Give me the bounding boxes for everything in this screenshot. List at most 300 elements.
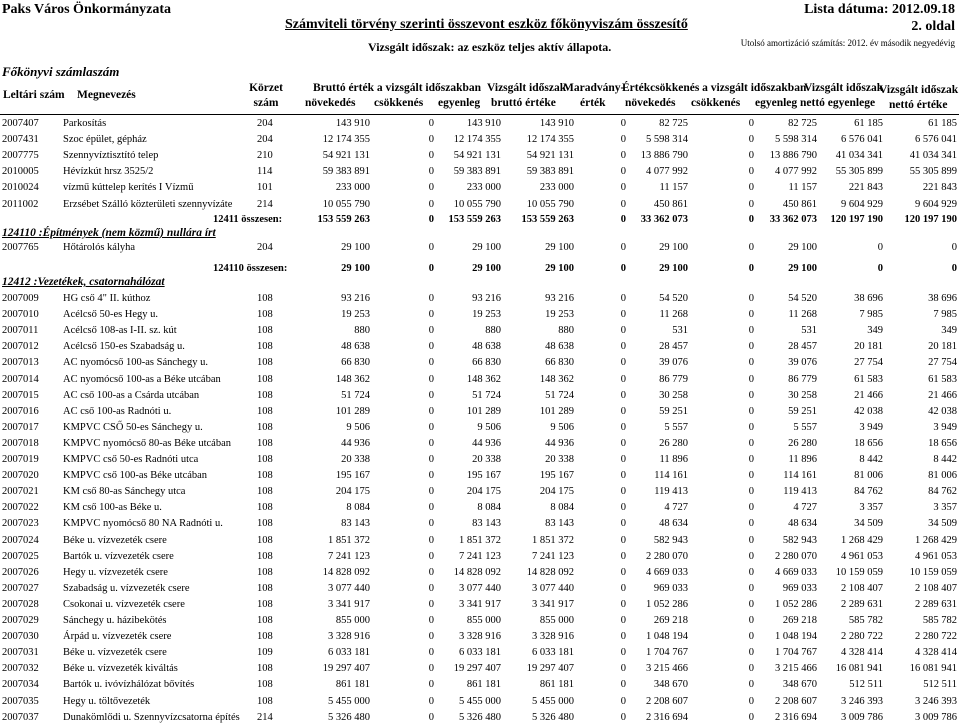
cell-gross-period: 6 033 181 [532,647,574,659]
cell-gross-period: 59 383 891 [526,166,574,178]
cell-gross-dec: 0 [428,293,434,304]
cell-korzet: 108 [257,679,273,691]
cell-korzet: 108 [257,598,273,610]
cell-net-val: 512 511 [923,679,957,691]
header-rule [0,114,959,115]
cell-net-bal: 2 108 407 [841,582,883,594]
cell-ledger-number: 2007011 [2,325,39,337]
table-row [0,148,959,164]
cell-residual: 0 [620,518,626,530]
col-ledger: Leltári szám [3,89,65,101]
cell-depr-bal: 59 251 [788,405,817,417]
group-title-12412: 12412 :Vezetékek, csatornahálózat [2,276,165,288]
table-row [0,355,959,371]
cell-residual: 0 [620,134,626,146]
total-depr-dec: 0 [748,263,754,274]
cell-asset-name: Acélcső 50-es Hegy u. [63,309,159,321]
cell-depr-bal: 48 634 [788,518,817,530]
cell-residual: 0 [620,389,626,401]
cell-net-bal: 3 246 393 [841,695,883,707]
cell-net-bal: 3 949 [859,421,883,433]
cell-gross-dec: 0 [428,198,434,210]
cell-asset-name: KMPVC nyomócső 80 NA Radnóti u. [63,518,223,530]
cell-gross-inc: 143 910 [335,118,370,129]
cell-net-bal: 10 159 059 [835,566,883,578]
cell-residual: 0 [620,615,626,626]
cell-net-bal: 4 328 414 [841,647,883,659]
cell-gross-inc: 59 383 891 [322,166,370,178]
cell-gross-inc: 880 [354,325,370,337]
cell-gross-inc: 93 216 [341,293,370,304]
cell-gross-dec: 0 [428,502,434,514]
cell-net-val: 4 961 053 [915,550,957,562]
cell-net-bal: 84 762 [854,486,883,498]
total-gross-dec: 0 [428,214,434,225]
cell-gross-dec: 0 [428,437,434,449]
report-title: Számviteli törvény szerinti összevont eszköz főkönyviszám összesítő [285,17,688,32]
cell-korzet: 108 [257,309,273,321]
cell-ledger-number: 2007035 [2,695,39,707]
cell-net-bal: 221 843 [848,182,883,194]
cell-depr-inc: 348 670 [653,679,688,691]
cell-asset-name: Hévízkút hrsz 3525/2 [63,166,154,178]
cell-gross-dec: 0 [428,373,434,385]
cell-gross-period: 101 289 [539,405,574,417]
cell-depr-inc: 5 598 314 [646,134,688,146]
cell-gross-bal: 93 216 [472,293,501,304]
cell-net-val: 18 656 [928,437,957,449]
cell-net-bal: 2 289 631 [841,598,883,610]
cell-asset-name: Acélcső 108-as I-II. sz. kút [63,325,177,337]
cell-residual: 0 [620,502,626,514]
cell-depr-bal: 348 670 [782,679,817,691]
cell-ledger-number: 2007026 [2,566,39,578]
cell-depr-inc: 11 157 [659,182,688,194]
total-label: 12411 összesen: [213,214,283,225]
cell-asset-name: Szabadság u. vízvezeték csere [63,582,190,594]
cell-net-val: 84 762 [928,486,957,498]
cell-asset-name: Béke u. vízvezeték csere [63,534,167,546]
cell-ledger-number: 2007016 [2,405,39,417]
table-row [0,645,959,661]
cell-gross-bal: 5 455 000 [459,695,501,707]
cell-gross-inc: 3 077 440 [328,582,370,594]
cell-gross-bal: 3 077 440 [459,582,501,594]
cell-net-val: 61 583 [928,373,957,385]
cell-depr-bal: 11 157 [788,182,817,194]
cell-korzet: 204 [257,242,273,253]
cell-gross-bal: 6 033 181 [459,647,501,659]
cell-gross-dec: 0 [428,389,434,401]
cell-korzet: 108 [257,582,273,594]
cell-net-val: 7 985 [933,309,957,321]
cell-net-bal: 20 181 [854,341,883,353]
cell-gross-dec: 0 [428,518,434,530]
cell-gross-period: 3 328 916 [532,631,574,643]
amortization-note: Utolsó amortizáció számítás: 2012. év második negyedévig [740,38,955,48]
cell-depr-dec: 0 [748,550,754,562]
cell-net-val: 27 754 [928,357,957,369]
cell-net-val: 4 328 414 [915,647,957,659]
cell-residual: 0 [620,166,626,178]
cell-depr-inc: 450 861 [653,198,688,210]
cell-residual: 0 [620,309,626,321]
cell-gross-dec: 0 [428,150,434,162]
cell-gross-period: 1 851 372 [532,534,574,546]
table-row [0,180,959,196]
cell-gross-dec: 0 [428,182,434,194]
cell-gross-bal: 51 724 [472,389,501,401]
cell-gross-bal: 83 143 [472,518,501,530]
cell-gross-dec: 0 [428,470,434,482]
cell-gross-bal: 14 828 092 [453,566,501,578]
cell-ledger-number: 2007025 [2,550,39,562]
cell-residual: 0 [620,293,626,304]
cell-gross-bal: 148 362 [466,373,501,385]
table-row [0,613,959,629]
cell-net-val: 20 181 [928,341,957,353]
cell-net-bal: 2 280 722 [841,631,883,643]
cell-depr-inc: 1 052 286 [646,598,688,610]
cell-net-val: 38 696 [928,293,957,304]
cell-net-bal: 1 268 429 [841,534,883,546]
table-row [0,388,959,404]
cell-net-val: 42 038 [928,405,957,417]
cell-depr-bal: 11 896 [788,454,817,465]
cell-ledger-number: 2007021 [2,486,39,498]
cell-depr-bal: 39 076 [788,357,817,369]
cell-net-bal: 21 466 [854,389,883,401]
cell-net-val: 34 509 [928,518,957,530]
cell-depr-bal: 114 161 [783,470,817,482]
total-depr-inc: 29 100 [659,263,688,274]
cell-net-bal: 349 [867,325,883,337]
cell-depr-inc: 26 280 [659,437,688,449]
cell-korzet: 108 [257,405,273,417]
cell-asset-name: KM cső 80-as Sánchegy utca [63,486,186,498]
cell-gross-inc: 51 724 [341,389,370,401]
cell-gross-bal: 29 100 [472,242,501,253]
cell-gross-dec: 0 [428,631,434,643]
cell-depr-dec: 0 [748,647,754,659]
col-name: Megnevezés [77,89,136,101]
cell-depr-dec: 0 [748,663,754,675]
cell-asset-name: Szennyvíztisztító telep [63,150,159,162]
cell-gross-period: 8 084 [550,502,574,514]
cell-residual: 0 [620,582,626,594]
cell-asset-name: Parkosítás [63,118,107,129]
cell-gross-inc: 6 033 181 [328,647,370,659]
cell-gross-bal: 204 175 [466,486,501,498]
cell-net-bal: 38 696 [854,293,883,304]
cell-gross-bal: 143 910 [466,118,501,129]
cell-gross-inc: 14 828 092 [322,566,370,578]
cell-depr-bal: 531 [801,325,817,337]
cell-gross-period: 5 455 000 [532,695,574,707]
cell-ledger-number: 2007010 [2,309,39,321]
cell-net-val: 3 246 393 [915,695,957,707]
col-dec: csökkenés [374,97,424,109]
cell-gross-inc: 54 921 131 [322,150,370,162]
cell-gross-inc: 8 084 [346,502,370,514]
cell-asset-name: Csokonai u. vízvezeték csere [63,598,185,610]
cell-asset-name: KMPVC cső 100-as Béke utcában [63,470,208,482]
total-row [0,261,959,277]
cell-gross-inc: 204 175 [335,486,370,498]
cell-depr-bal: 5 598 314 [775,134,817,146]
cell-depr-inc: 2 208 607 [646,695,688,707]
total-gross-dec: 0 [428,263,434,274]
cell-gross-dec: 0 [428,663,434,675]
cell-depr-inc: 269 218 [653,615,688,626]
cell-depr-dec: 0 [748,309,754,321]
cell-korzet: 214 [257,198,273,210]
cell-ledger-number: 2007407 [2,118,39,129]
total-gross-inc: 29 100 [341,263,370,274]
cell-residual: 0 [620,663,626,675]
cell-gross-bal: 233 000 [466,182,501,194]
cell-ledger-number: 2007037 [2,711,39,723]
cell-depr-dec: 0 [748,437,754,449]
col-bal: egyenleg [438,97,481,109]
cell-gross-bal: 19 297 407 [453,663,501,675]
table-row [0,404,959,420]
col-residual: Maradvány- [563,82,625,94]
cell-gross-dec: 0 [428,711,434,723]
cell-gross-dec: 0 [428,325,434,337]
cell-gross-bal: 19 253 [472,309,501,321]
cell-gross-period: 143 910 [539,118,574,129]
cell-asset-name: AC cső 100-as a Csárda utcában [63,389,200,401]
cell-residual: 0 [620,470,626,482]
cell-residual: 0 [620,182,626,194]
list-date: Lista dátuma: 2012.09.18 [804,2,955,17]
cell-depr-dec: 0 [748,518,754,530]
cell-asset-name: Hegy u. vízvezeték csere [63,566,168,578]
total-depr-bal: 33 362 073 [769,214,817,225]
cell-depr-dec: 0 [748,711,754,723]
cell-korzet: 108 [257,486,273,498]
cell-ledger-number: 2007027 [2,582,39,594]
cell-net-bal: 585 782 [848,615,883,626]
cell-depr-bal: 2 280 070 [775,550,817,562]
cell-net-bal: 7 985 [859,309,883,321]
cell-depr-dec: 0 [748,679,754,691]
cell-net-bal: 42 038 [854,405,883,417]
cell-depr-bal: 86 779 [788,373,817,385]
cell-residual: 0 [620,711,626,723]
cell-korzet: 109 [257,647,273,659]
cell-net-bal: 8 442 [859,454,883,465]
cell-ledger-number: 2007024 [2,534,39,546]
cell-gross-period: 10 055 790 [526,198,574,210]
cell-depr-dec: 0 [748,470,754,482]
cell-asset-name: KMPVC nyomócső 80-as Béke utcában [63,437,231,449]
cell-depr-bal: 30 258 [788,389,817,401]
cell-depr-bal: 4 669 033 [775,566,817,578]
cell-net-bal: 27 754 [854,357,883,369]
cell-gross-bal: 5 326 480 [459,711,501,723]
cell-korzet: 108 [257,518,273,530]
cell-depr-bal: 13 886 790 [769,150,817,162]
cell-gross-period: 54 921 131 [526,150,574,162]
table-row [0,468,959,484]
cell-gross-inc: 148 362 [335,373,370,385]
cell-depr-dec: 0 [748,134,754,146]
table-row [0,240,959,256]
cell-ledger-number: 2007020 [2,470,39,482]
cell-korzet: 108 [257,341,273,353]
total-net-val: 120 197 190 [904,214,957,225]
cell-residual: 0 [620,357,626,369]
cell-asset-name: Erzsébet Szálló közterületi szennyvízáte [63,198,233,210]
cell-depr-bal: 29 100 [788,242,817,253]
cell-gross-bal: 9 506 [477,421,501,433]
cell-gross-bal: 12 174 355 [453,134,501,146]
cell-ledger-number: 2007019 [2,454,39,465]
cell-korzet: 108 [257,357,273,369]
cell-depr-bal: 1 704 767 [775,647,817,659]
cell-korzet: 114 [257,166,273,178]
cell-korzet: 214 [257,711,273,723]
total-net-bal: 120 197 190 [830,214,883,225]
cell-gross-bal: 855 000 [466,615,501,626]
total-net-val: 0 [951,263,957,274]
table-row [0,677,959,693]
cell-gross-dec: 0 [428,679,434,691]
cell-depr-inc: 3 215 466 [646,663,688,675]
cell-gross-inc: 855 000 [335,615,370,626]
cell-net-val: 585 782 [922,615,957,626]
cell-depr-inc: 969 033 [653,582,688,594]
cell-depr-inc: 4 077 992 [646,166,688,178]
cell-depr-bal: 11 268 [788,309,817,321]
cell-asset-name: Hegy u. töltővezeték [63,695,151,707]
cell-depr-dec: 0 [748,566,754,578]
cell-depr-inc: 2 280 070 [646,550,688,562]
cell-depr-inc: 28 457 [659,341,688,353]
cell-gross-bal: 8 084 [477,502,501,514]
cell-depr-dec: 0 [748,198,754,210]
cell-gross-dec: 0 [428,534,434,546]
cell-gross-dec: 0 [428,615,434,626]
cell-asset-name: Dunakömlődi u. Szennyvízcsatorna építés [63,711,240,723]
cell-depr-dec: 0 [748,166,754,178]
table-row [0,629,959,645]
cell-asset-name: Acélcső 150-es Szabadság u. [63,341,185,353]
total-label: 124110 összesen: [213,263,288,274]
cell-depr-dec: 0 [748,293,754,304]
cell-residual: 0 [620,550,626,562]
cell-depr-inc: 48 634 [659,518,688,530]
cell-depr-inc: 4 727 [664,502,688,514]
cell-depr-inc: 29 100 [659,242,688,253]
col-gross-head: Bruttó érték a vizsgált időszakban [313,82,482,94]
cell-net-val: 2 280 722 [915,631,957,643]
cell-gross-period: 83 143 [545,518,574,530]
cell-residual: 0 [620,242,626,253]
cell-depr-bal: 5 557 [793,421,817,433]
cell-net-val: 3 357 [933,502,957,514]
cell-gross-dec: 0 [428,566,434,578]
cell-depr-bal: 269 218 [782,615,817,626]
cell-net-val: 221 843 [922,182,957,194]
cell-asset-name: Sánchegy u. házibekötés [63,615,167,626]
col-residual-2: érték [580,97,606,109]
cell-gross-bal: 1 851 372 [459,534,501,546]
table-row [0,116,959,132]
cell-ledger-number: 2007034 [2,679,39,691]
cell-depr-bal: 4 727 [793,502,817,514]
cell-gross-dec: 0 [428,486,434,498]
cell-asset-name: KM cső 100-as Béke u. [63,502,162,514]
cell-gross-period: 20 338 [545,454,574,465]
cell-net-bal: 41 034 341 [835,150,883,162]
cell-depr-inc: 582 943 [653,534,688,546]
cell-ledger-number: 2007032 [2,663,39,675]
cell-gross-bal: 48 638 [472,341,501,353]
cell-depr-bal: 54 520 [788,293,817,304]
org-name: Paks Város Önkormányzata [2,2,172,17]
cell-gross-inc: 1 851 372 [328,534,370,546]
cell-gross-inc: 3 328 916 [328,631,370,643]
cell-asset-name: KMPVC CSŐ 50-es Sánchegy u. [63,421,203,433]
cell-gross-period: 5 326 480 [532,711,574,723]
cell-gross-bal: 44 936 [472,437,501,449]
cell-depr-dec: 0 [748,695,754,707]
cell-depr-inc: 59 251 [659,405,688,417]
cell-residual: 0 [620,198,626,210]
cell-gross-inc: 19 253 [341,309,370,321]
cell-depr-inc: 4 669 033 [646,566,688,578]
cell-korzet: 204 [257,118,273,129]
cell-gross-bal: 3 341 917 [459,598,501,610]
cell-gross-dec: 0 [428,582,434,594]
table-row [0,372,959,388]
cell-gross-period: 9 506 [550,421,574,433]
cell-korzet: 108 [257,615,273,626]
cell-gross-bal: 20 338 [472,454,501,465]
cell-gross-inc: 3 341 917 [328,598,370,610]
cell-gross-dec: 0 [428,134,434,146]
cell-gross-period: 19 253 [545,309,574,321]
cell-depr-bal: 1 052 286 [775,598,817,610]
cell-net-val: 0 [951,242,957,253]
col-net-balance-2: nettó egyenlege [800,97,876,109]
cell-residual: 0 [620,486,626,498]
cell-asset-name: Hőtárolós kályha [63,242,136,253]
cell-asset-name: vízmű kúttelep kerítés I Vízmű [63,182,194,194]
cell-korzet: 108 [257,437,273,449]
cell-gross-inc: 5 455 000 [328,695,370,707]
cell-depr-inc: 114 161 [654,470,688,482]
cell-ledger-number: 2007431 [2,134,39,146]
cell-gross-dec: 0 [428,598,434,610]
cell-depr-dec: 0 [748,150,754,162]
cell-net-bal: 3 009 786 [841,711,883,723]
cell-depr-dec: 0 [748,615,754,626]
total-net-bal: 0 [877,263,883,274]
cell-asset-name: Árpád u. vízvezeték csere [63,631,172,643]
cell-net-val: 8 442 [933,454,957,465]
report-subtitle: Vizsgált időszak: az eszköz teljes aktív állapota. [368,40,612,54]
cell-gross-bal: 54 921 131 [453,150,501,162]
table-row [0,164,959,180]
cell-gross-bal: 195 167 [466,470,501,482]
col-depr-head: Értékcsökkenés a vizsgált időszakban [622,82,807,94]
cell-gross-inc: 83 143 [341,518,370,530]
cell-depr-inc: 82 725 [659,118,688,129]
